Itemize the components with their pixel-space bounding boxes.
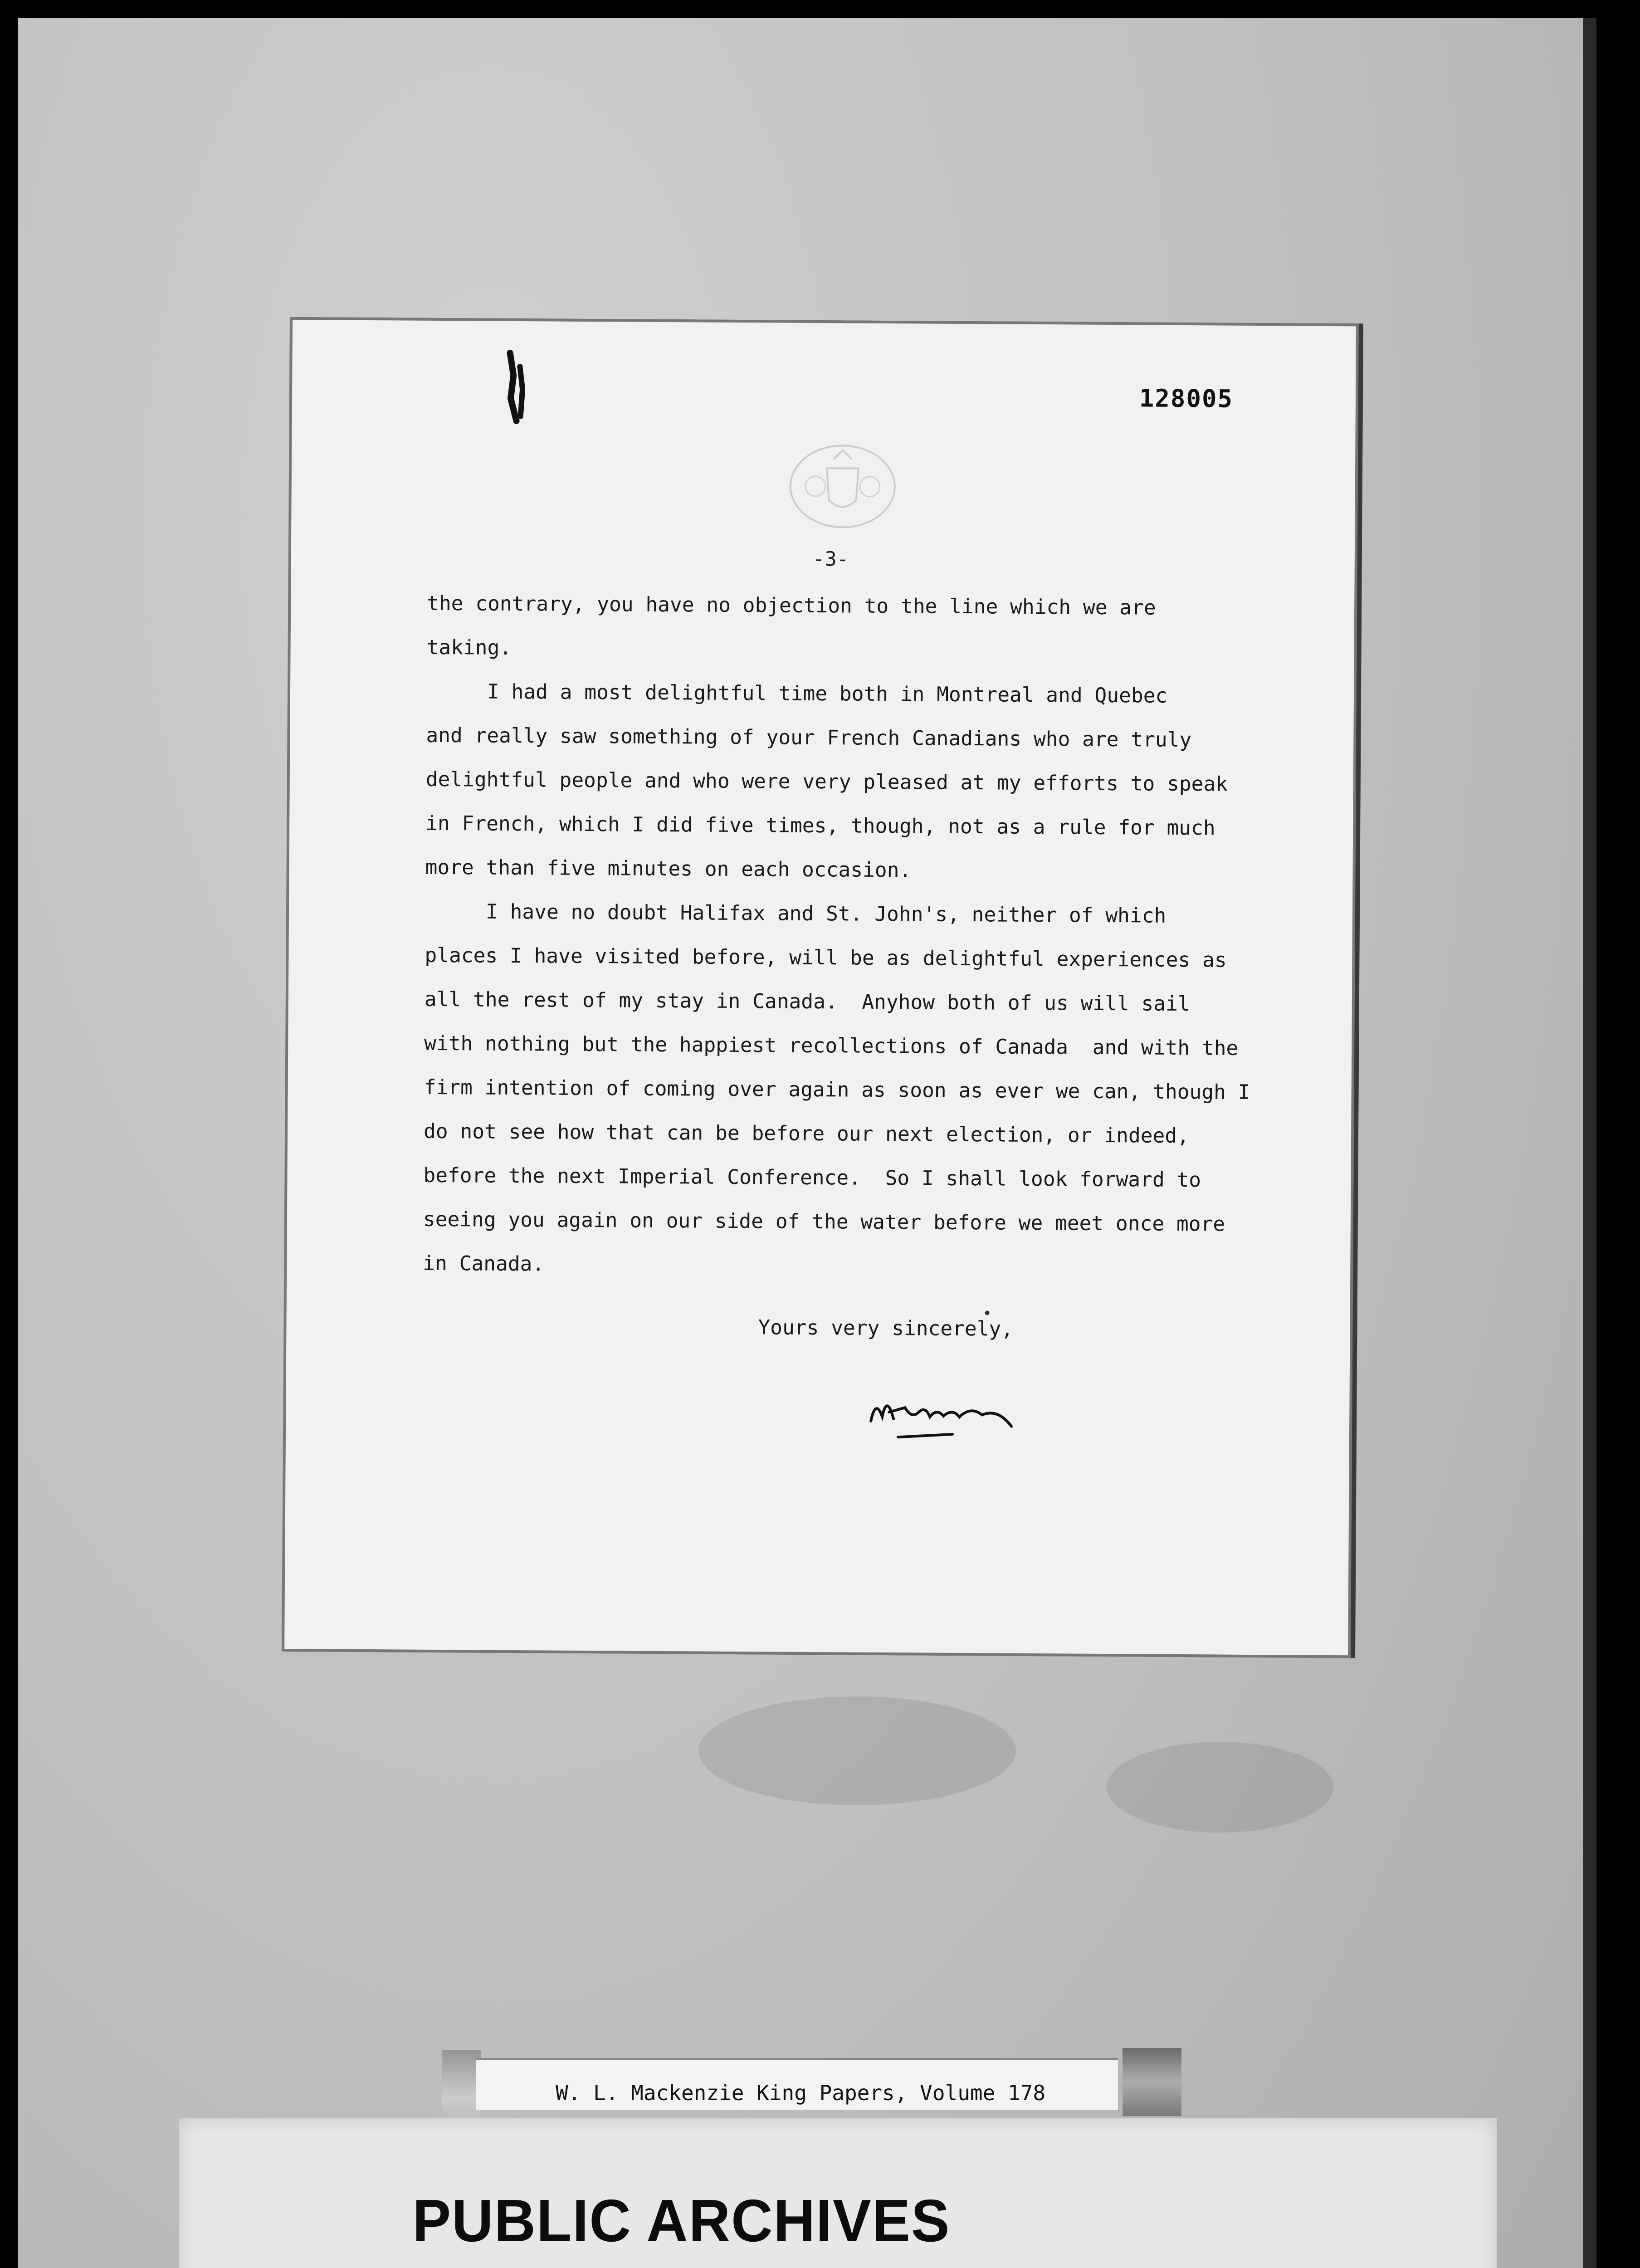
collection-label-text: W. L. Mackenzie King Papers, Volume 178 — [556, 2081, 1046, 2105]
archive-title-en: PUBLIC ARCHIVES — [412, 2187, 951, 2254]
paper-clip-mark — [505, 348, 528, 425]
film-smudge — [698, 1696, 1016, 1805]
paragraph: I have no doubt Halifax and St. John's, neither of which places I have visited before, will be as delightful experiences as all the rest of my stay in Canada. Anyhow both of us will sail with nothing but the happiest recollections of Canada and with the firm intention of coming over again as soon as ever we can, though I do not see how that can be before our next election, or indeed, before the next Imperial Conference. So I shall look forward to seeing you again on our side of the water before we meet once more in Canada. — [423, 899, 1250, 1276]
archive-stamp — [179, 2118, 1497, 2268]
film-edge — [1583, 18, 1596, 2268]
closing-salutation: Yours very sincerely, — [758, 1316, 1014, 1341]
letter-page — [284, 320, 1356, 1655]
page-number: -3- — [812, 547, 849, 571]
ink-dot — [985, 1310, 990, 1315]
handwritten-signature — [862, 1380, 1025, 1445]
letter-body — [423, 582, 1289, 1291]
film-smudge — [1107, 1742, 1333, 1833]
paragraph: the contrary, you have no objection to the line which we are taking. — [426, 591, 1156, 660]
microfilm-frame — [18, 18, 1596, 2268]
embossed-crest — [783, 441, 902, 533]
document-number: 128005 — [1139, 384, 1234, 413]
paragraph: I had a most delightful time both in Montreal and Quebec and really saw something of your French Canadians who are truly delightful people and who were very pleased at my efforts to speak in French, which I did five times, though, not as a rule for much more than five minutes on each occasion. — [425, 679, 1228, 882]
tape-strip — [1123, 2048, 1181, 2116]
